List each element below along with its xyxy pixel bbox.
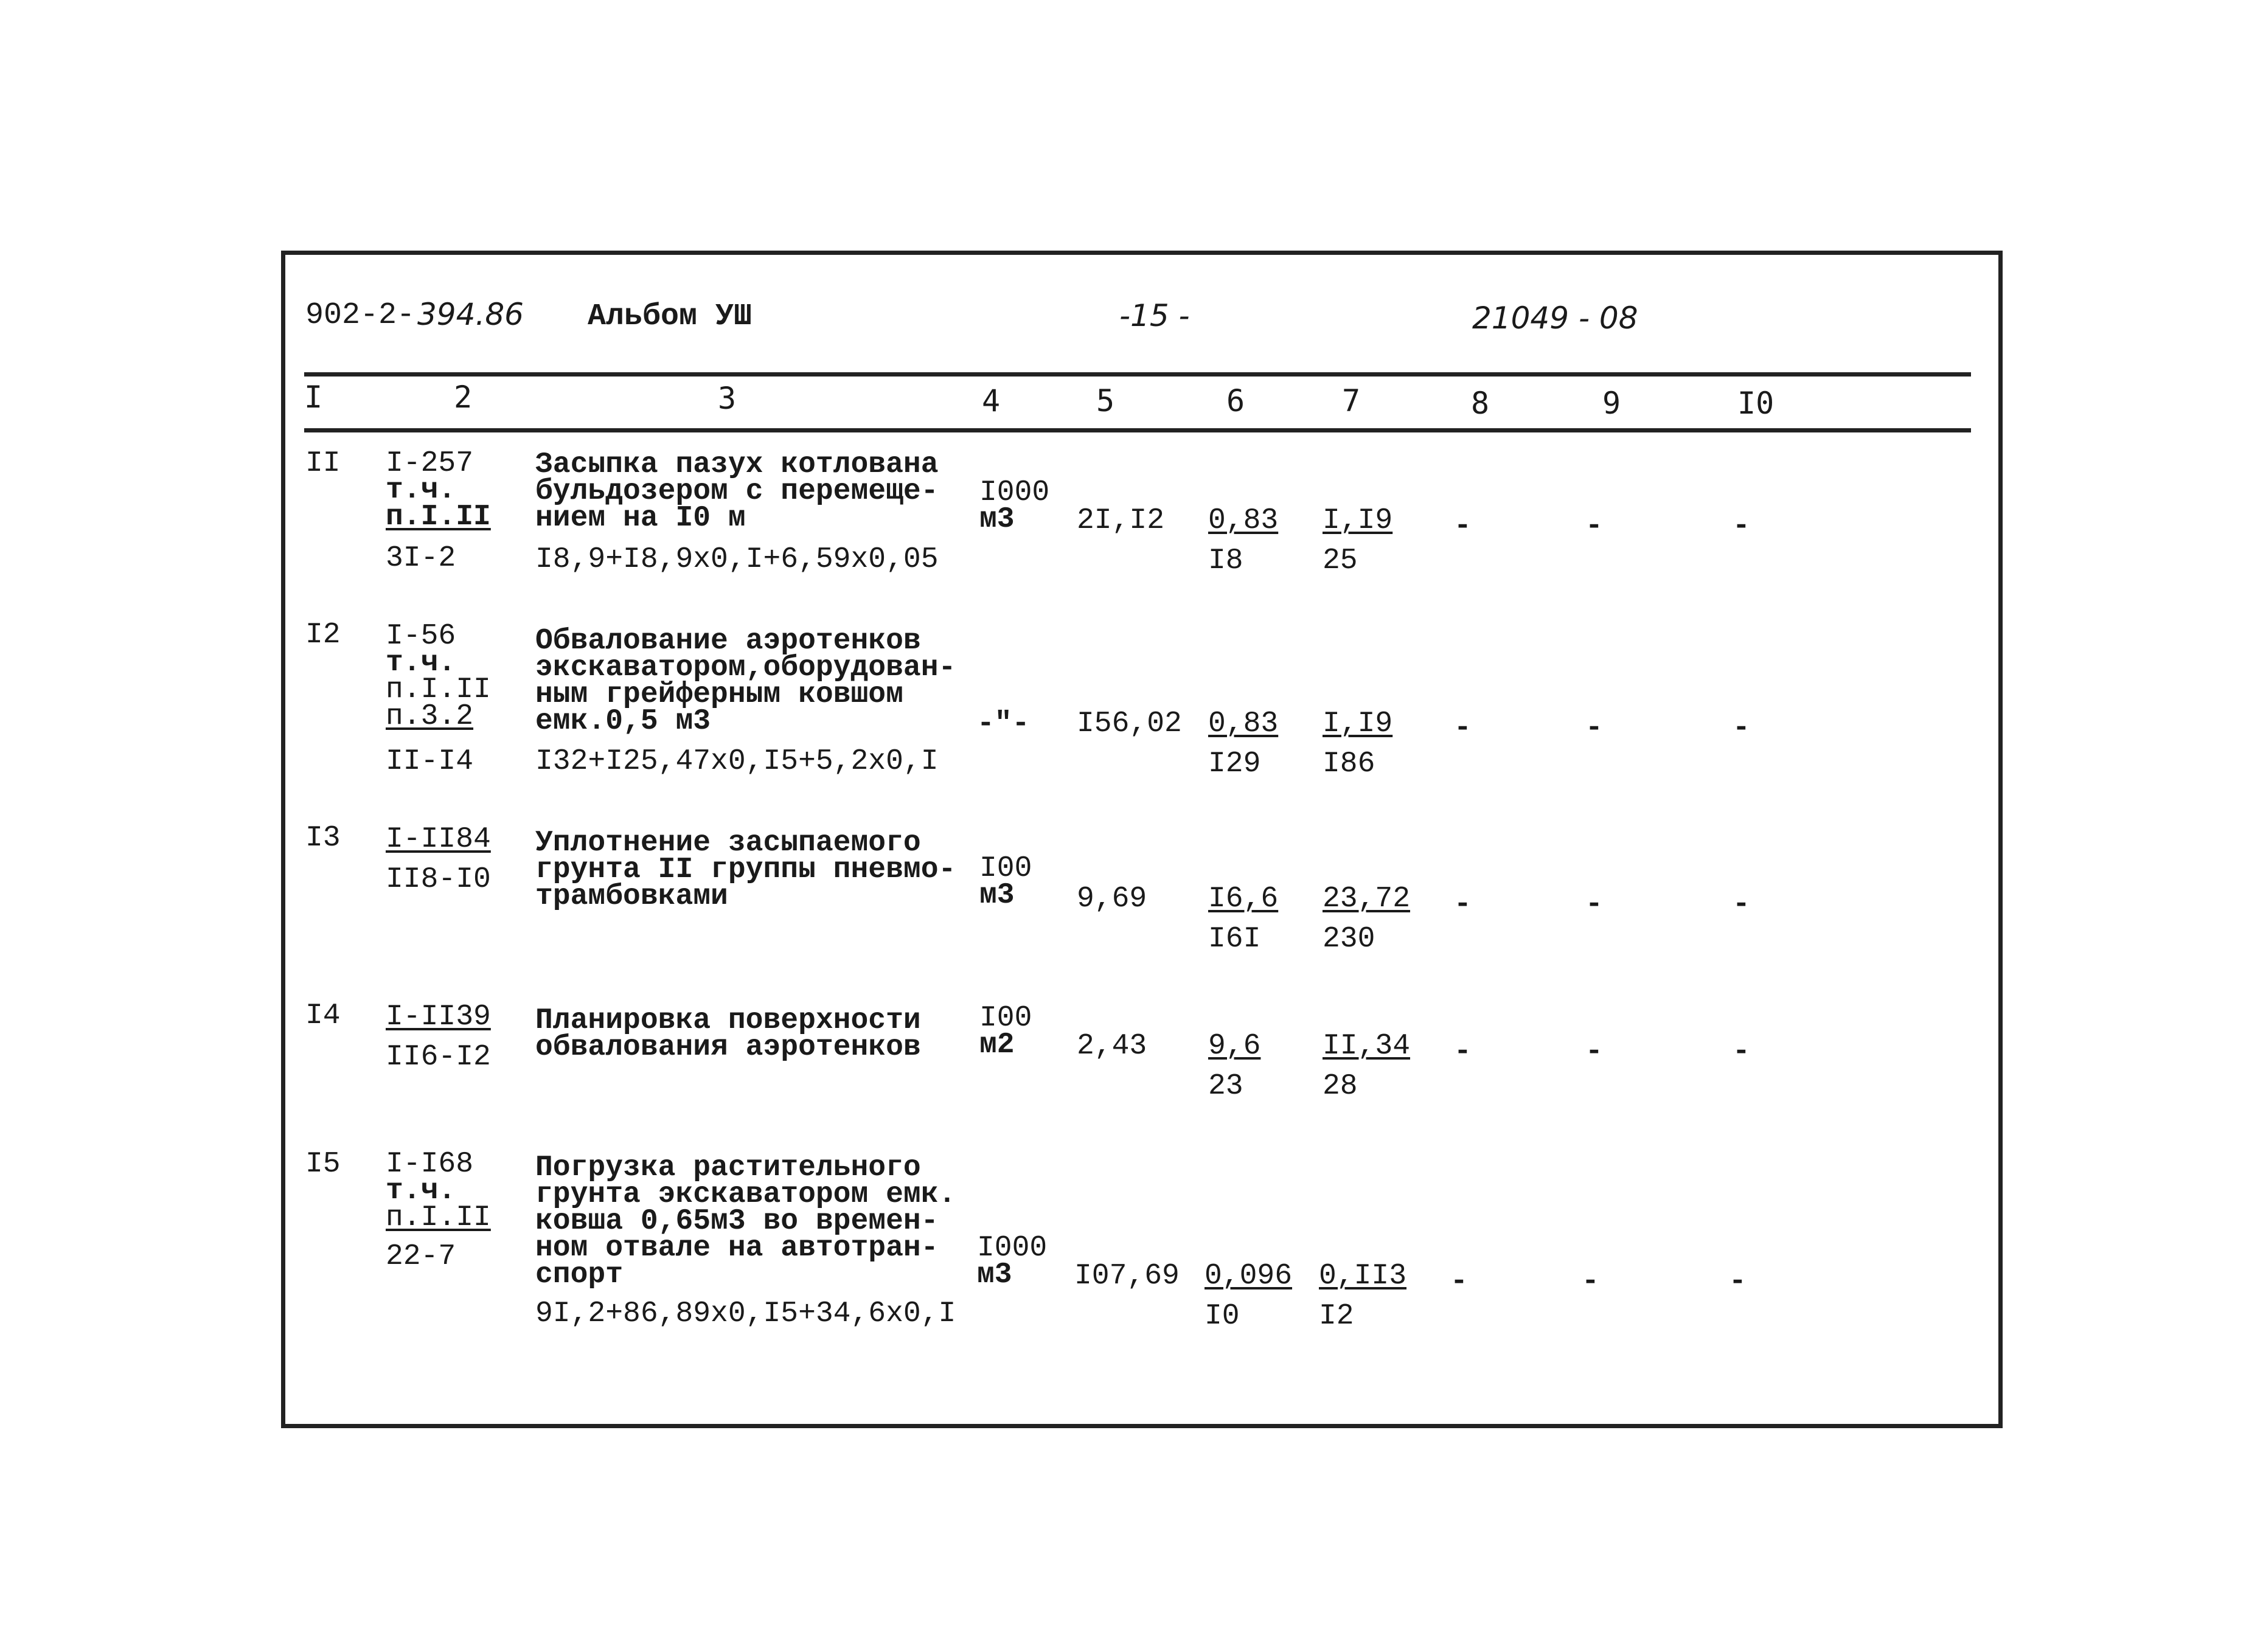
col9-dash: - (1582, 1265, 1599, 1298)
col6-bottom: I29 (1208, 748, 1261, 780)
work-description: Засыпка пазух котлована бульдозером с перемеще- нием на I0 м (535, 448, 939, 535)
quantity: 2,43 (1077, 1030, 1147, 1063)
col6-bottom: I6I (1208, 923, 1261, 956)
col-num-8: 8 (1471, 386, 1490, 421)
col-num-3: 3 (718, 381, 737, 416)
col7-bottom: 28 (1323, 1070, 1358, 1103)
col-num-5: 5 (1096, 383, 1115, 418)
quantity: 9,69 (1077, 883, 1147, 915)
col10-dash: - (1733, 712, 1750, 744)
col7-bottom: I2 (1319, 1300, 1354, 1333)
row-number: I4 (305, 999, 341, 1032)
col8-dash: - (1454, 712, 1472, 744)
norm-code-sub: 3I-2 (386, 542, 456, 575)
col9-dash: - (1585, 1035, 1603, 1068)
col8-dash: - (1454, 1035, 1472, 1068)
col7-bottom: 25 (1323, 544, 1358, 577)
col6-top: 0,83 (1208, 504, 1279, 537)
norm-code: I-II84 (386, 823, 491, 856)
norm-code-sub: 22-7 (386, 1240, 456, 1273)
album-label: Альбом УШ (588, 299, 753, 334)
col7-bottom: 230 (1323, 923, 1375, 956)
col9-dash: - (1585, 888, 1603, 921)
doc-code-handwritten: 394.86 (417, 297, 524, 332)
norm-code-sub: II6-I2 (386, 1041, 491, 1074)
norm-code: I-I68 т.ч. п.I.II (386, 1148, 491, 1234)
col6-top: 9,6 (1208, 1030, 1261, 1063)
col-num-1: I (304, 380, 323, 415)
unit: I000 м3 (979, 476, 1050, 536)
col6-bottom: I8 (1208, 544, 1243, 577)
col9-dash: - (1585, 712, 1603, 744)
col8-dash: - (1454, 888, 1472, 921)
col6-bottom: 23 (1208, 1070, 1243, 1103)
col-num-4: 4 (982, 383, 1001, 418)
inventory-number: 21049 - 08 (1472, 300, 1638, 336)
quantity: I56,02 (1077, 707, 1182, 740)
norm-code-sub: II-I4 (386, 745, 474, 778)
norm-code-sub: II8-I0 (386, 863, 491, 896)
col8-dash: - (1454, 510, 1472, 543)
norm-code: I-257 т.ч. п.I.II (386, 447, 491, 533)
col-num-7: 7 (1342, 383, 1361, 418)
header-rule-bottom (304, 428, 1971, 432)
unit-ditto: -"- (977, 707, 1030, 740)
col7-top: II,34 (1323, 1030, 1411, 1063)
col6-bottom: I0 (1204, 1300, 1240, 1333)
col8-dash: - (1450, 1265, 1468, 1298)
col6-top: 0,096 (1204, 1260, 1293, 1293)
col10-dash: - (1729, 1265, 1747, 1298)
row-number: I5 (305, 1148, 341, 1181)
col10-dash: - (1733, 1035, 1750, 1068)
doc-code: 902-2- (305, 298, 415, 333)
col10-dash: - (1733, 888, 1750, 921)
unit: I00 м3 (979, 852, 1032, 912)
formula: 9I,2+86,89х0,I5+34,6х0,I (535, 1297, 956, 1330)
col10-dash: - (1733, 510, 1750, 543)
norm-code: I-56 т.ч. п.I.II п.3.2 (386, 620, 491, 733)
formula: I32+I25,47х0,I5+5,2х0,I (535, 745, 939, 778)
unit: I00 м2 (979, 1002, 1032, 1061)
col-num-2: 2 (454, 380, 473, 415)
quantity: I07,69 (1074, 1260, 1180, 1293)
quantity: 2I,I2 (1077, 504, 1165, 537)
col6-top: 0,83 (1208, 707, 1279, 740)
header-rule-top (304, 372, 1971, 377)
col6-top: I6,6 (1208, 883, 1279, 915)
work-description: Обвалование аэротенков экскаватором,оборудован- ным грейферным ковшом емк.0,5 м3 (535, 625, 956, 738)
col-num-10: I0 (1737, 386, 1775, 421)
unit: I000 м3 (977, 1232, 1048, 1291)
col9-dash: - (1585, 510, 1603, 543)
row-number: II (305, 447, 341, 480)
col7-top: 0,II3 (1319, 1260, 1407, 1293)
col-num-9: 9 (1602, 386, 1621, 421)
row-number: I3 (305, 822, 341, 855)
work-description: Уплотнение засыпаемого грунта II группы пневмо- трамбовками (535, 827, 956, 913)
work-description: Планировка поверхности обвалования аэротенков (535, 1004, 921, 1064)
col7-bottom: I86 (1323, 748, 1375, 780)
col7-top: I,I9 (1323, 707, 1393, 740)
row-number: I2 (305, 619, 341, 651)
work-description: Погрузка растительного грунта экскаватором емк. ковша 0,65м3 во времен- ном отвале на автотран- спорт (535, 1151, 956, 1291)
col7-top: 23,72 (1323, 883, 1411, 915)
page-number: -15 - (1119, 298, 1190, 333)
col7-top: I,I9 (1323, 504, 1393, 537)
norm-code: I-II39 (386, 1001, 491, 1033)
col-num-6: 6 (1226, 383, 1245, 418)
formula: I8,9+I8,9х0,I+6,59х0,05 (535, 543, 939, 576)
